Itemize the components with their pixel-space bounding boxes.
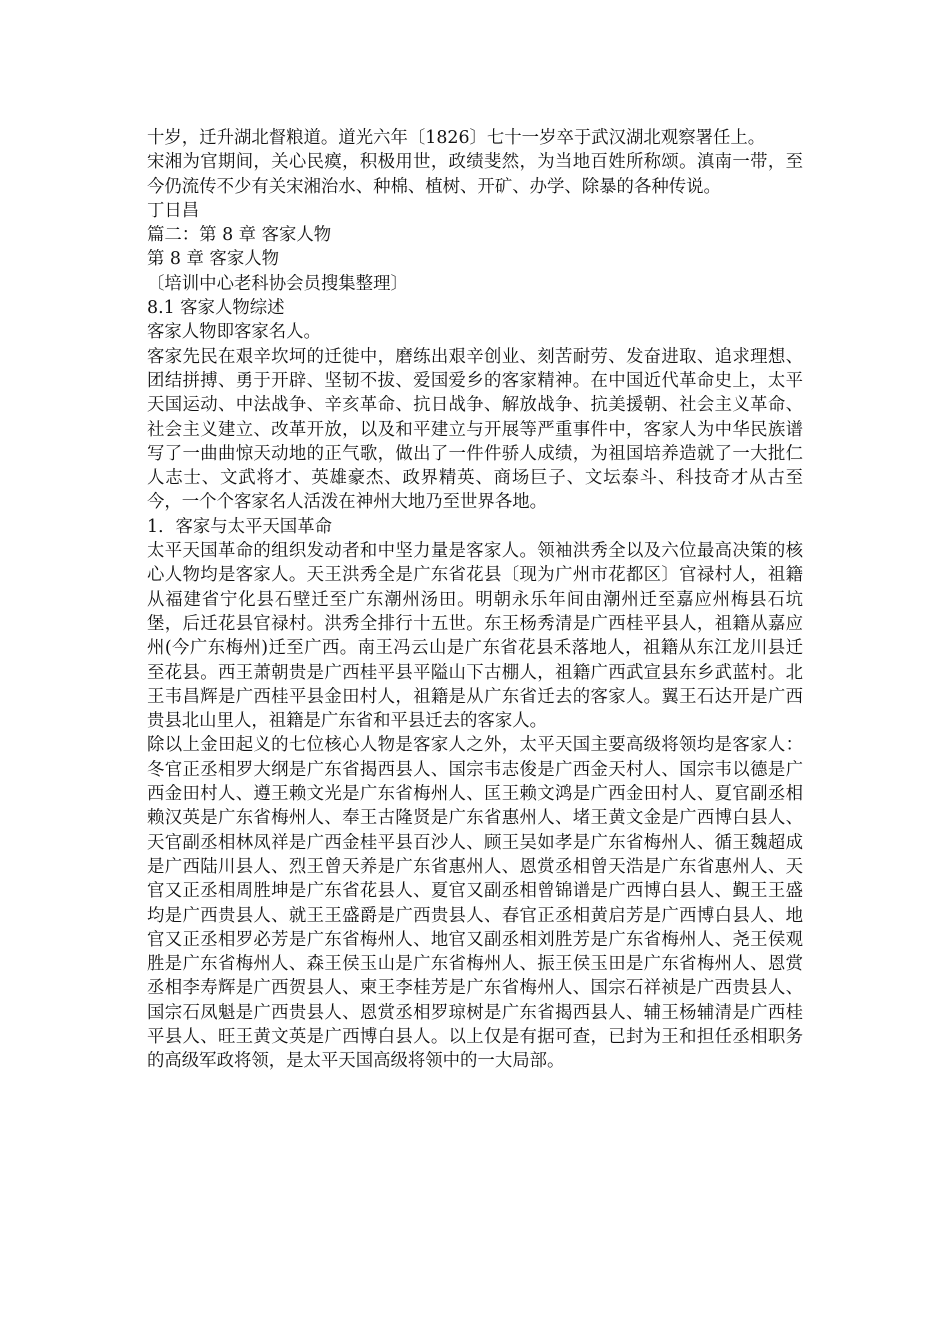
subheading-taiping: 1．客家与太平天国革命 xyxy=(147,516,332,537)
paragraph-song-xiang-career: 十岁，迁升湖北督粮道。道光六年〔1826〕七十一岁卒于武汉湖北观察署任上。 xyxy=(147,128,766,148)
section-heading-8-1: 8.1 客家人物综述 xyxy=(147,298,285,319)
heading-ding-richang: 丁日昌 xyxy=(147,200,200,221)
paragraph-hakka-spirit: 客家先民在艰辛坎坷的迁徙中，磨练出艰辛创业、刻苦耐劳、发奋进取、追求理想、团结拼搏、勇于开辟、坚韧不拔、爱国爱乡的客家精神。在中国近代革命史上，太平天国运动、中法战争、辛亥革命、抗日战争、解放战争、抗美援朝、社会主义革命、社会主义建立、改革开放，以及和平建立与开展等严重事件中，客家人为中华民族谱写了一曲曲惊天动地的正气歌，做出了一件件骄人成绩，为祖国培养造就了一大批仁人志士、文武将才、英雄豪杰、政界精英、商场巨子、文坛泰斗、科技奇才从古至今，一个个客家名人活泼在神州大地乃至世界各地。 xyxy=(147,346,803,513)
paragraph-taiping-generals: 除以上金田起义的七位核心人物是客家人之外，太平天国主要高级将领均是客家人：冬官正丞相罗大纲是广东省揭西县人、国宗韦志俊是广西金天村人、国宗韦以德是广西金田村人、遵王赖文光是广东省梅州人、匡王赖文鸿是广西金田村人、夏官副丞相赖汉英是广东省梅州人、奉王古隆贤是广东省惠州人、堵王黄文金是广西博白县人、天官副丞相林凤祥是广西金桂平县百沙人、顾王吴如孝是广东省梅州人、循王魏超成是广西陆川县人、烈王曾天养是广东省惠州人、恩赏丞相曾天浩是广东省惠州人、天官又正丞相周胜坤是广东省花县人、夏官又副丞相曾锦谱是广西博白县人、覲王王盛均是广西贵县人、就王王盛爵是广西贵县人、春官正丞相黄启芳是广西博白县人、地官又正丞相罗必芳是广东省梅州人、地官又副丞相刘胜芳是广东省梅州人、尧王侯观胜是广东省梅州人、森王侯玉山是广东省梅州人、振王侯玉田是广东省梅州人、恩赏丞相李寿辉是广西贺县人、柬王李桂芳是广东省梅州人、国宗石祥祯是广西贵县人、国宗石凤魁是广西贵县人、恩赏丞相罗琼树是广东省揭西县人、辅王杨辅清是广西桂平县人、旺王黄文英是广西博白县人。以上仅是有据可查，已封为王和担任丞相职务的高级军政将领，是太平天国高级将领中的一大局部。 xyxy=(147,735,803,1072)
compiler-note: 〔培训中心老科协会员搜集整理〕 xyxy=(147,273,408,294)
paragraph-taiping-leaders: 太平天国革命的组织发动者和中坚力量是客家人。领袖洪秀全以及六位最高决策的核心人物均是客家人。天王洪秀全是广东省花县〔现为广州市花都区〕官禄村人，祖籍从福建省宁化县石壁迁至广东潮州汤田。明朝永乐年间由潮州迁至嘉应州梅县石坑堡，后迁花县官禄村。洪秀全排行十五世。东王杨秀清是广西桂平县人，祖籍从嘉应州(今广东梅州)迁至广西。南王冯云山是广东省花县禾落地人，祖籍从东江龙川县迁至花县。西王萧朝贵是广西桂平县平隘山下古棚人，祖籍广西武宣县东乡武蓝村。北王韦昌辉是广西桂平县金田村人，祖籍是从广东省迁去的客家人。翼王石达开是广西贵县北山里人，祖籍是广东省和平县迁去的客家人。 xyxy=(147,541,803,732)
chapter-title: 第 8 章 客家人物 xyxy=(147,249,279,270)
heading-article-two: 篇二：第 8 章 客家人物 xyxy=(147,225,332,246)
paragraph-definition: 客家人物即客家名人。 xyxy=(147,322,321,343)
paragraph-song-xiang-legacy: 宋湘为官期间，关心民瘼，积极用世，政绩斐然，为当地百姓所称颂。滇南一带，至今仍流传不少有关宋湘治水、种棉、植树、开矿、办学、除暴的各种传说。 xyxy=(147,152,803,197)
document-page xyxy=(147,126,803,1074)
